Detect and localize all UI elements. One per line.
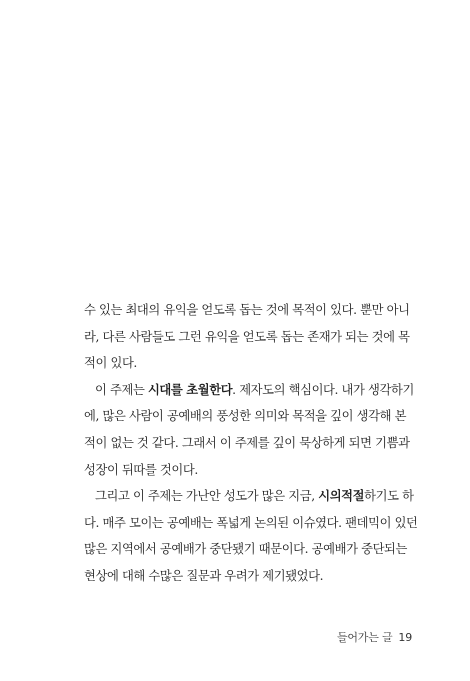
text-line: 적이 있다. <box>84 356 137 371</box>
text-line <box>84 377 412 404</box>
text-segment: 하기도 하 <box>364 489 414 504</box>
text-segment: . 제자도의 핵심이다. 내가 생각하기 <box>232 382 414 397</box>
text-line: 수 있는 최대의 유익을 얻도록 돕는 것에 목적이 있다. 뿐만 아니 <box>84 303 410 317</box>
text-line: 다. 매주 모이는 공예배는 폭넓게 논의된 이슈였다. 팬데믹이 있던 <box>84 515 418 530</box>
page-footer <box>337 629 412 645</box>
text-line <box>84 483 412 510</box>
text-line: 성장이 뒤따를 것이다. <box>84 462 198 477</box>
text-line: 라, 다른 사람들도 그런 유익을 얻도록 돕는 존재가 되는 것에 목 <box>84 329 410 344</box>
text-segment: 그리고 이 주제는 가난안 성도가 많은 지금, <box>95 489 319 504</box>
text-segment: 이 주제는 <box>95 382 148 397</box>
emphasis-text: 시대를 초월한다 <box>147 381 233 397</box>
paragraph <box>84 297 412 377</box>
running-header-title: 들어가는 글 <box>336 631 393 644</box>
text-line: 적이 없는 것 같다. 그래서 이 주제를 깊이 묵상하게 되면 기쁨과 <box>84 435 410 450</box>
paragraph <box>84 377 412 483</box>
text-line: 현상에 대해 수많은 질문과 우려가 제기됐었다. <box>84 568 324 583</box>
text-line: 많은 지역에서 공예배가 중단됐기 때문이다. 공예배가 중단되는 <box>84 542 408 557</box>
page-number: 19 <box>398 631 412 644</box>
text-line: 에, 많은 사람이 공예배의 풍성한 의미와 목적을 깊이 생각해 본 <box>84 409 407 424</box>
emphasis-text: 시의적절 <box>318 488 365 504</box>
paragraph <box>84 483 418 589</box>
body-text <box>84 297 418 590</box>
